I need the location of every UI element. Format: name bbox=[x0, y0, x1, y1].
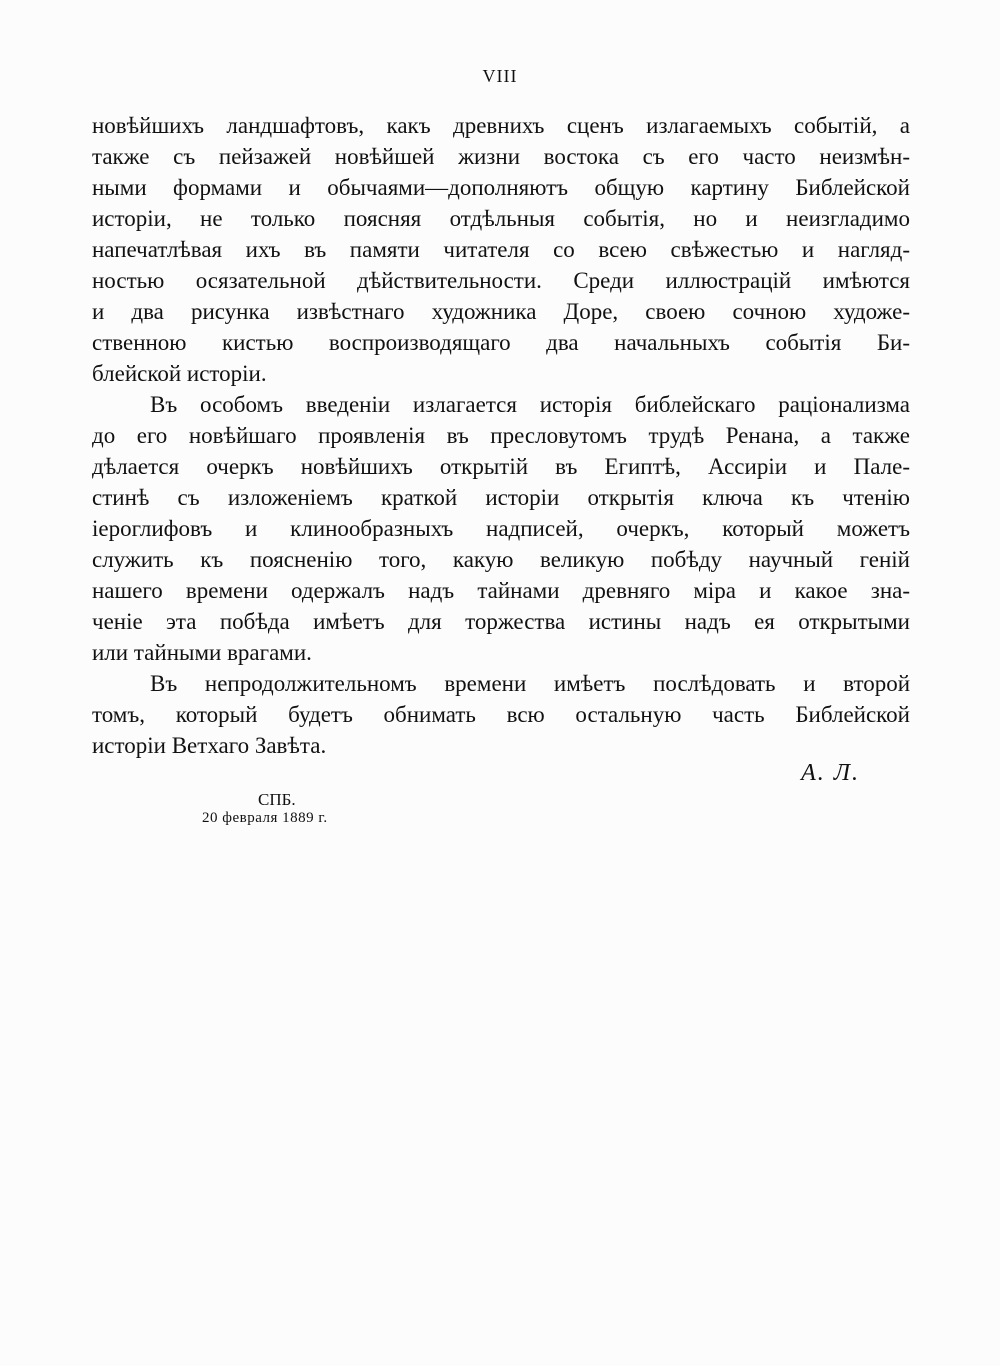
page-number: VIII bbox=[482, 66, 518, 86]
text-line: нашего времени одержалъ надъ тайнами древняго міра и какое зна- bbox=[92, 578, 910, 603]
text-line: служить къ поясненію того, какую великую побѣду научный геній bbox=[92, 547, 910, 572]
publication-place: СПБ. bbox=[258, 790, 296, 809]
text-line: ственною кистью воспроизводящаго два начальныхъ событія Би- bbox=[92, 330, 910, 355]
text-line: дѣлается очеркъ новѣйшихъ открытій въ Египтѣ, Ассиріи и Пале- bbox=[92, 454, 910, 479]
publication-date: 20 февраля 1889 г. bbox=[202, 810, 328, 826]
text-line: также съ пейзажей новѣйшей жизни востока съ его часто неизмѣн- bbox=[92, 144, 910, 169]
author-initials: А. Л. bbox=[801, 760, 860, 786]
text-line: томъ, который будетъ обнимать всю остальную часть Библейской bbox=[92, 702, 910, 727]
text-line: до его новѣйшаго проявленія въ пресловутомъ трудѣ Ренана, а также bbox=[92, 423, 910, 448]
text-line: исторіи, не только поясняя отдѣльныя событія, но и неизгладимо bbox=[92, 206, 910, 231]
text-line: ченіе эта побѣда имѣетъ для торжества истины надъ ея открытыми bbox=[92, 609, 910, 634]
text-line: Въ особомъ введеніи излагается исторія библейскаго раціонализма bbox=[150, 392, 910, 417]
paragraph-2 bbox=[92, 389, 910, 668]
text-line: ными формами и обычаями—дополняютъ общую картину Библейской bbox=[92, 175, 910, 200]
paragraph-1 bbox=[92, 110, 910, 389]
paragraph-3 bbox=[92, 668, 910, 761]
text-line: іероглифовъ и клинообразныхъ надписей, очеркъ, который можетъ bbox=[92, 516, 910, 541]
text-line: стинѣ съ изложеніемъ краткой исторіи открытія ключа къ чтенію bbox=[92, 485, 910, 510]
text-line: исторіи Ветхаго Завѣта. bbox=[92, 733, 327, 758]
text-line: новѣйшихъ ландшафтовъ, какъ древнихъ сценъ излагаемыхъ событій, а bbox=[92, 113, 910, 138]
body-text bbox=[92, 110, 910, 761]
text-line: ностью осязательной дѣйствительности. Среди иллюстрацій имѣются bbox=[92, 268, 910, 293]
text-line: или тайными врагами. bbox=[92, 640, 312, 665]
text-line: и два рисунка извѣстнаго художника Доре, своею сочною художе- bbox=[92, 299, 910, 324]
text-line: напечатлѣвая ихъ въ памяти читателя со всею свѣжестью и нагляд- bbox=[92, 237, 910, 262]
text-line: блейской исторіи. bbox=[92, 361, 267, 386]
text-line: Въ непродолжительномъ времени имѣетъ послѣдовать и второй bbox=[150, 671, 910, 696]
